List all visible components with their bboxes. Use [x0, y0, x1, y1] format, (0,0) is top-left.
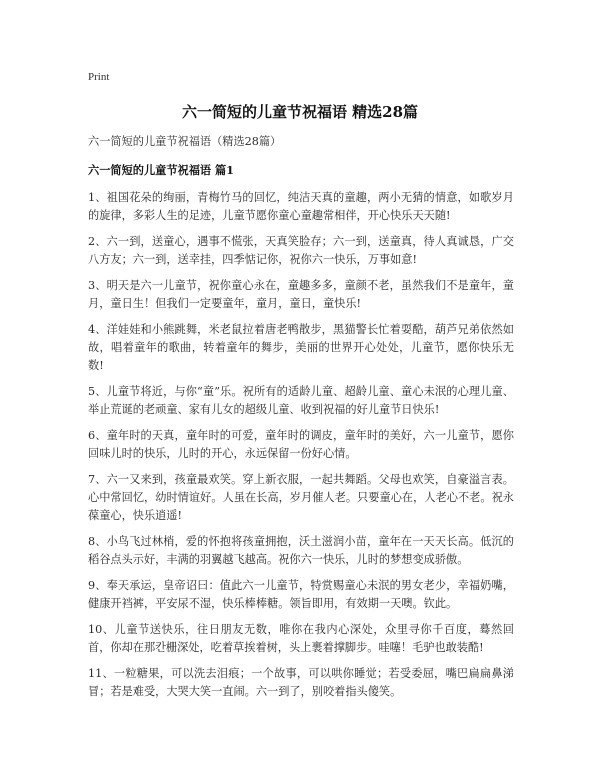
- paragraph-4: 4、洋娃娃和小熊跳舞，米老鼠拉着唐老鸭散步，黑猫警长忙着耍酷，葫芦兄弟依然如故，唱着童年的歌曲，转着童年的舞步，美丽的世界开心处处，儿童节，愿你快乐无数!: [88, 323, 514, 372]
- print-link[interactable]: Print: [88, 71, 110, 83]
- paragraph-9: 9、奉天承运，皇帝诏曰：值此六一儿童节，特赏赐童心未泯的男女老少，幸福奶嘴，健康开裆裤，平安尿不湿，快乐棒棒糖。领旨即用，有效期一天噢。钦此。: [88, 579, 514, 610]
- paragraph-6: 6、童年时的天真，童年时的可爱，童年时的调皮，童年时的美好，六一儿童节，愿你回味儿时的快乐，儿时的开心，永远保留一份好心情。: [88, 429, 514, 460]
- paragraph-11: 11、一粒糖果，可以洗去泪痕；一个故事，可以哄你睡觉；若受委屈，嘴巴扁扁鼻涕冒；若是难受，大哭大笑一直闹。六一到了，别咬着指头傻笑。: [88, 667, 514, 698]
- paragraph-2: 2、六一到，送童心，遇事不慌张，天真笑脸存；六一到，送童真，待人真诚恳，广交八方友；六一到，送幸挂，四季惦记你，祝你六一快乐，万事如意!: [88, 235, 514, 266]
- paragraph-3: 3、明天是六一儿童节，祝你童心永在，童趣多多，童颜不老，虽然我们不是童年，童月，童日生！但我们一定要童年，童月，童日，童快乐!: [88, 279, 514, 310]
- document-subtitle: 六一简短的儿童节祝福语（精选28篇）: [88, 135, 282, 148]
- document-body: [88, 133, 514, 709]
- document-title: 六一简短的儿童节祝福语 精选28篇: [181, 103, 419, 121]
- paragraph-5: 5、儿童节将近，与你“童”乐。祝所有的适龄儿童、超龄儿童、童心未泯的心理儿童、举止荒诞的老顽童、家有儿女的超级儿童、收到祝福的好儿童节日快乐!: [88, 385, 514, 416]
- paragraph-10: 10、儿童节送快乐，往日朋友无数，唯你在我内心深处，众里寻你千百度，蓦然回首，你却在那칸栅深处，吃着草挨着树，头上裹着撑脚步。哇噻！毛驴也敢装酷!: [88, 623, 514, 654]
- paragraph-1: 1、祖国花朵的绚丽，青梅竹马的回忆，纯洁天真的童趣，两小无猜的情意，如歌岁月的旋律，多彩人生的足迹，儿童节愿你童心童趣常相伴，开心快乐天天随!: [88, 191, 514, 222]
- section-heading: 六一简短的儿童节祝福语 篇1: [88, 163, 234, 177]
- paragraph-7: 7、六一又来到，孩童最欢笑。穿上新衣服，一起共舞蹈。父母也欢笑，自豪溢言表。心中常回忆，幼时情谊好。人虽在长高，岁月催人老。只要童心在，人老心不老。祝永葆童心，快乐逍遥!: [88, 473, 514, 522]
- paragraph-8: 8、小鸟飞过林梢，爱的怀抱将孩童拥抱，沃土滋润小苗，童年在一天天长高。低沉的稻谷点头示好，丰满的羽翼越飞越高。祝你六一快乐，儿时的梦想变成骄傲。: [88, 535, 514, 566]
